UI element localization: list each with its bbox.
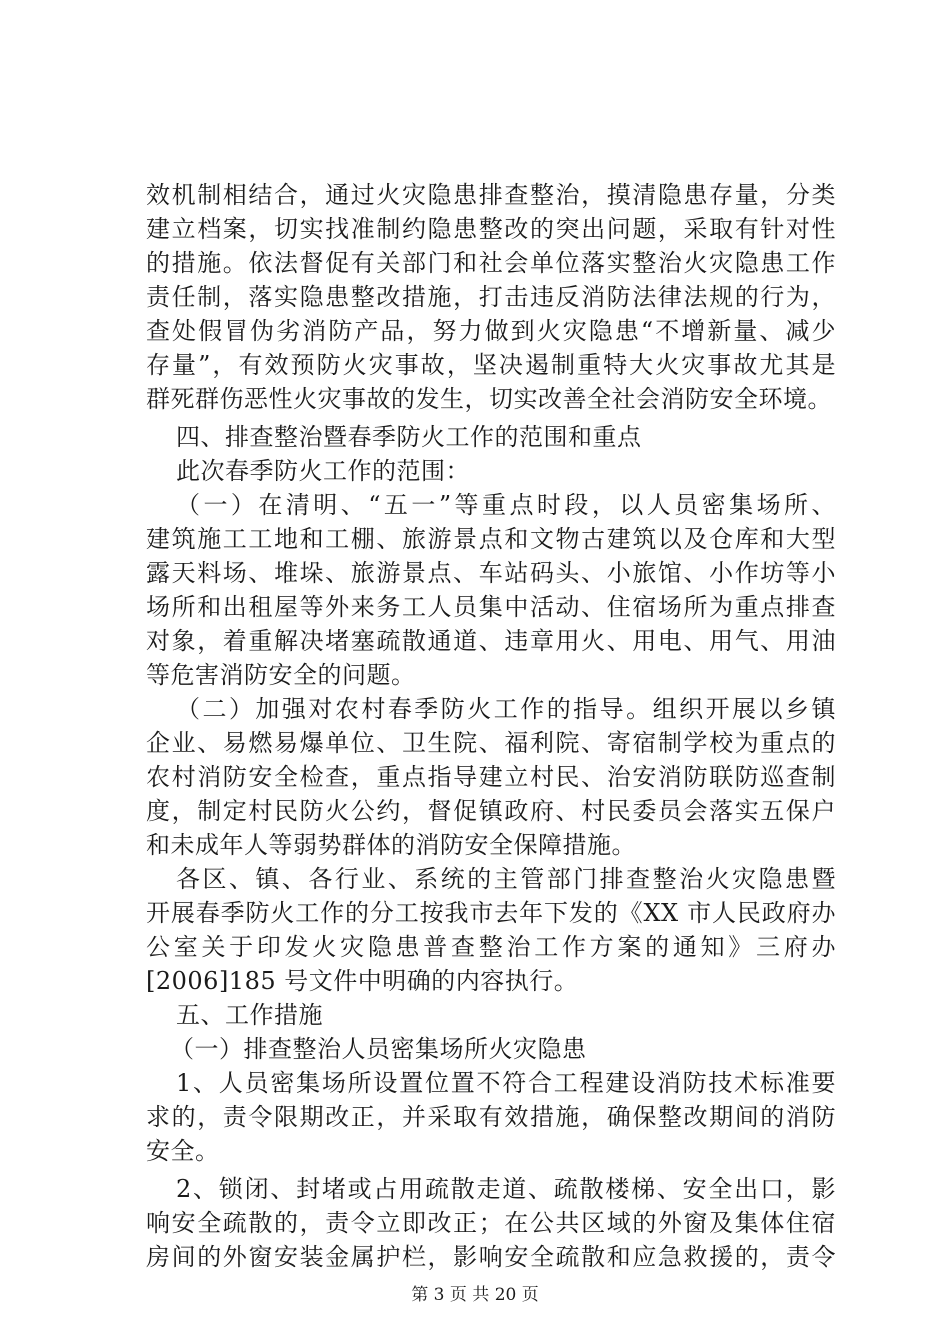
text-line: （一）在清明、“五一”等重点时段，以人员密集场所、 bbox=[176, 491, 836, 519]
text-line: 公室关于印发火灾隐患普查整治工作方案的通知》三府办 bbox=[146, 933, 836, 961]
text-line: 此次春季防火工作的范围： bbox=[176, 457, 470, 485]
text-line: 1、人员密集场所设置位置不符合工程建设消防技术标准要 bbox=[176, 1069, 836, 1097]
text-line: 责任制，落实隐患整改措施，打击违反消防法律法规的行为， bbox=[146, 283, 836, 311]
text-line: 安全。 bbox=[146, 1137, 220, 1165]
text-line: 等危害消防安全的问题。 bbox=[146, 661, 416, 689]
text-line: 建立档案，切实找准制约隐患整改的突出问题，采取有针对性 bbox=[146, 215, 836, 243]
text-line: 露天料场、堆垛、旅游景点、车站码头、小旅馆、小作坊等小 bbox=[146, 559, 836, 587]
text-line: 存量”，有效预防火灾事故，坚决遏制重特大火灾事故尤其是 bbox=[146, 351, 836, 379]
text-line: 开展春季防火工作的分工按我市去年下发的《XX 市人民政府办 bbox=[146, 899, 836, 927]
text-line: [2006]185 号文件中明确的内容执行。 bbox=[146, 967, 579, 995]
text-line: 对象，着重解决堵塞疏散通道、违章用火、用电、用气、用油 bbox=[146, 627, 836, 655]
text-line: 和未成年人等弱势群体的消防安全保障措施。 bbox=[146, 831, 636, 859]
text-line: （二）加强对农村春季防火工作的指导。组织开展以乡镇 bbox=[176, 695, 836, 723]
text-line: 企业、易燃易爆单位、卫生院、福利院、寄宿制学校为重点的 bbox=[146, 729, 836, 757]
text-line: 度，制定村民防火公约，督促镇政府、村民委员会落实五保户 bbox=[146, 797, 836, 825]
text-line: 的措施。依法督促有关部门和社会单位落实整治火灾隐患工作 bbox=[146, 249, 836, 277]
text-line: 群死群伤恶性火灾事故的发生，切实改善全社会消防安全环境。 bbox=[146, 385, 832, 413]
text-line: 建筑施工工地和工棚、旅游景点和文物古建筑以及仓库和大型 bbox=[146, 525, 836, 553]
text-line: 2、锁闭、封堵或占用疏散走道、疏散楼梯、安全出口，影 bbox=[176, 1175, 836, 1203]
text-line: 响安全疏散的，责令立即改正；在公共区域的外窗及集体住宿 bbox=[146, 1209, 836, 1237]
text-line: 房间的外窗安装金属护栏，影响安全疏散和应急救援的，责令 bbox=[146, 1243, 836, 1271]
page-footer: 第 3 页 共 20 页 bbox=[411, 1285, 539, 1305]
text-line: 各区、镇、各行业、系统的主管部门排查整治火灾隐患暨 bbox=[176, 865, 836, 893]
text-line: 求的，责令限期改正，并采取有效措施，确保整改期间的消防 bbox=[146, 1103, 836, 1131]
section-heading: 五、工作措施 bbox=[176, 1001, 323, 1029]
text-line: 场所和出租屋等外来务工人员集中活动、住宿场所为重点排查 bbox=[146, 593, 836, 621]
text-line: 查处假冒伪劣消防产品，努力做到火灾隐患“不增新量、减少 bbox=[146, 317, 836, 345]
text-line: 效机制相结合，通过火灾隐患排查整治，摸清隐患存量，分类 bbox=[146, 181, 836, 209]
subsection-heading: （一）排查整治人员密集场所火灾隐患 bbox=[170, 1035, 587, 1063]
section-heading: 四、排查整治暨春季防火工作的范围和重点 bbox=[176, 423, 642, 451]
text-line: 农村消防安全检查，重点指导建立村民、治安消防联防巡查制 bbox=[146, 763, 836, 791]
